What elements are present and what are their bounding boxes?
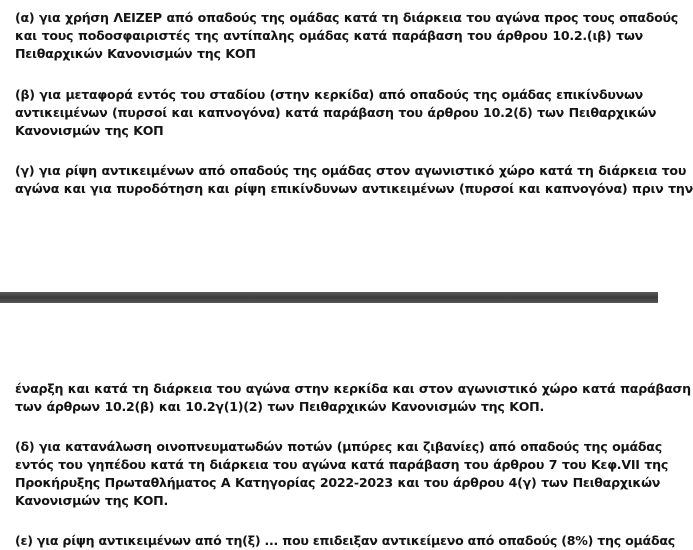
paragraph-a bbox=[15, 9, 678, 63]
text-line: (β) για μεταφορά εντός του σταδίου (στην κερκίδα) από οπαδούς της ομάδας επικίνδυνων bbox=[15, 87, 643, 102]
paragraph-b bbox=[15, 86, 657, 140]
paragraph-e-cut-off: (ε) για ρίψη αντικειμένων από τη(ξ) ... που επιδειξαν αντικείμενο από οπαδούς (8%) της ομάδας bbox=[15, 533, 675, 548]
paragraph-c-continued bbox=[15, 380, 691, 416]
text-line: (δ) για κατανάλωση οινοπνευματωδών ποτών (μπύρες και ζιβανίες) από οπαδούς της ομάδας bbox=[15, 439, 662, 454]
text-line: των άρθρων 10.2(β) και 10.2γ(1)(2) των Πειθαρχικών Κανονισμών της ΚΟΠ. bbox=[15, 399, 545, 414]
text-line: Κανονισμών της ΚΟΠ. bbox=[15, 493, 169, 508]
page-separator bbox=[0, 292, 658, 303]
text-line: (γ) για ρίψη αντικειμένων από οπαδούς της ομάδας στον αγωνιστικό χώρο κατά τη διάρκεια του bbox=[15, 163, 687, 178]
text-line: και τους ποδοσφαιριστές της αντίπαλης ομάδας κατά παράβαση του άρθρου 10.2.(ιβ) των bbox=[15, 28, 643, 43]
text-line: αγώνα και για πυροδότηση και ρίψη επικίνδυνων αντικειμένων (πυρσοί και καπνογόνα) πριν την bbox=[15, 181, 693, 196]
text-line: (α) για χρήση ΛΕΙΖΕΡ από οπαδούς της ομάδας κατά τη διάρκεια του αγώνα προς τους οπαδούς bbox=[15, 10, 678, 25]
paragraph-c bbox=[15, 162, 693, 198]
text-line: αντικειμένων (πυρσοί και καπνογόνα) κατά παράβαση του άρθρου 10.2(δ) των Πειθαρχικών bbox=[15, 105, 657, 120]
text-line: έναρξη και κατά τη διάρκεια του αγώνα στην κερκίδα και στον αγωνιστικό χώρο κατά παράβαση bbox=[15, 381, 691, 396]
text-line: Προκήρυξης Πρωταθλήματος Α Κατηγορίας 2022-2023 και του άρθρου 4(γ) των Πειθαρχικών bbox=[15, 475, 661, 490]
text-line: Πειθαρχικών Κανονισμών της ΚΟΠ bbox=[15, 46, 256, 61]
text-line: εντός του γηπέδου κατά τη διάρκεια του αγώνα κατά παράβαση του άρθρου 7 του Κεφ.VII της bbox=[15, 457, 669, 472]
text-line: Κανονισμών της ΚΟΠ bbox=[15, 123, 164, 138]
paragraph-d bbox=[15, 438, 669, 510]
